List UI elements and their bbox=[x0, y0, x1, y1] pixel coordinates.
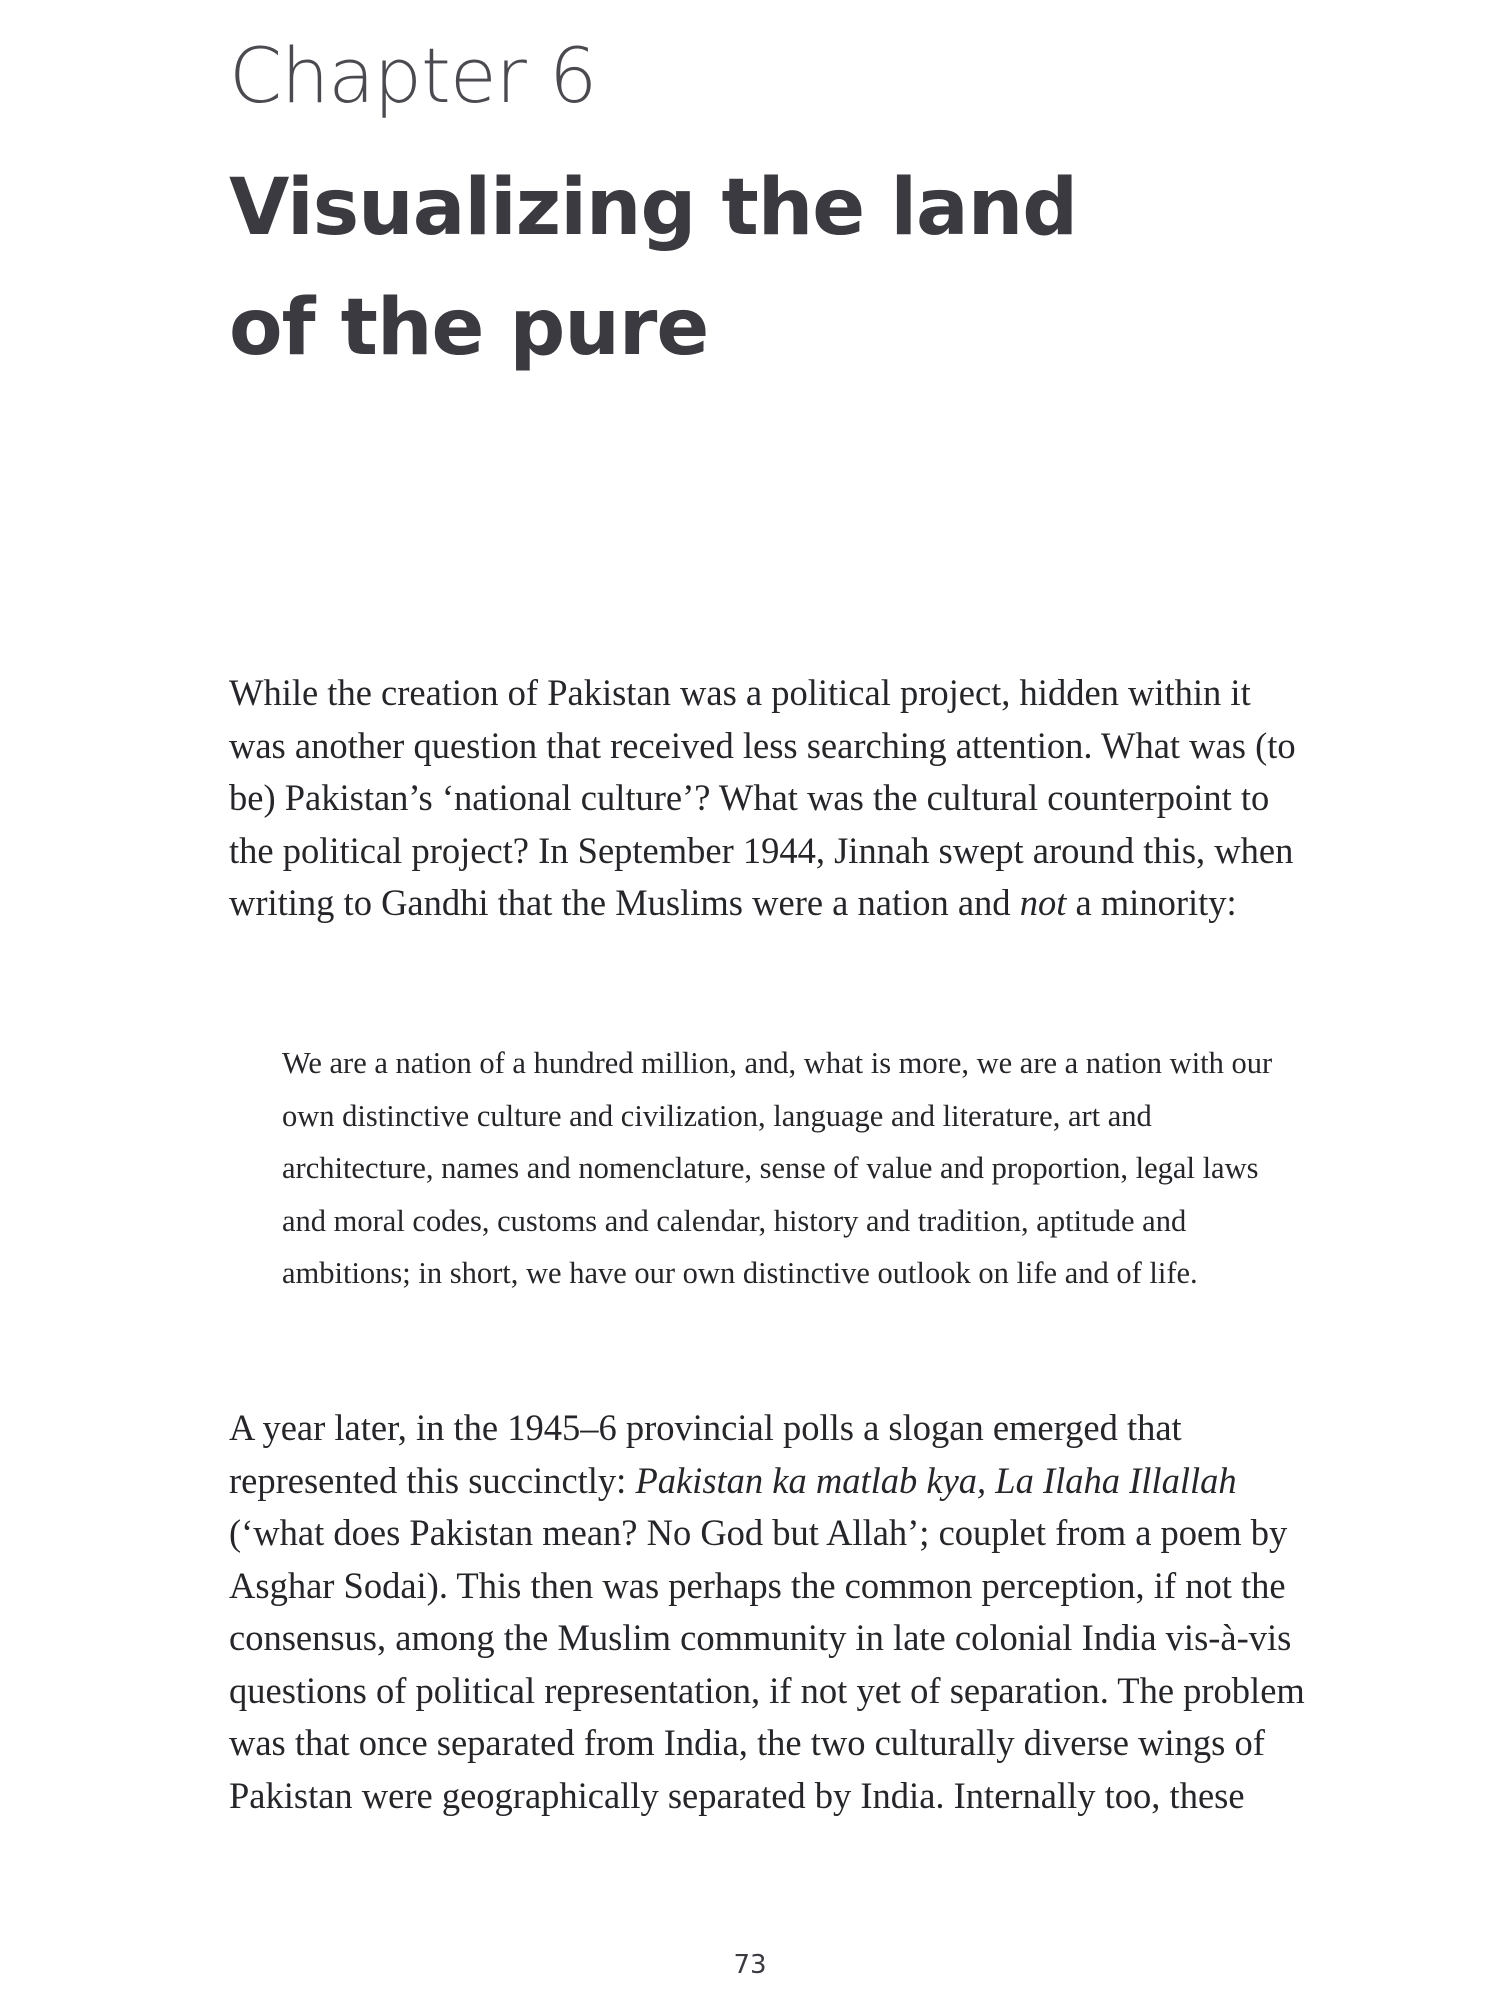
paragraph-text: While the creation of Pakistan was a political project, hidden within it was another question that received less searching attention. What was (to be) Pakistan’s ‘national culture’? What was the cultural counterpoint to the political project? In September 1944, Jinnah swept around this, when writing to Gandhi that the Muslims were a nation and bbox=[229, 672, 1296, 923]
block-quote: We are a nation of a hundred million, and, what is more, we are a nation with our own distinctive culture and civilization, language and literature, art and architecture, names and nomenclature, sense of value and proportion, legal laws and moral codes, customs and calendar, history and tradition, aptitude and ambitions; in short, we have our own distinctive outlook on life and of life. bbox=[282, 1046, 1273, 1290]
chapter-title-line-1: Visualizing the land bbox=[229, 163, 1078, 253]
chapter-title bbox=[229, 148, 1329, 388]
paragraph-text: a minority: bbox=[1066, 882, 1237, 923]
page-number: 73 bbox=[733, 1950, 767, 1980]
second-paragraph bbox=[229, 1402, 1309, 1822]
chapter-label: Chapter 6 bbox=[229, 31, 597, 120]
chapter-title-line-2: of the pure bbox=[229, 283, 709, 373]
slogan-italic: Pakistan ka matlab kya, La Ilaha Illallah bbox=[635, 1459, 1237, 1501]
emphasized-word: not bbox=[1019, 882, 1067, 923]
paragraph-text: (‘what does Pakistan mean? No God but Allah’; couplet from a poem by Asghar Sodai). This then was perhaps the common perception, if not the consensus, among the Muslim community in late colonial India vis-à-vis questions of political representation, if not yet of separation. The problem was that once separated from India, the two culturally diverse wings of Pakistan were geographically separated by India. Internally too, these bbox=[229, 1512, 1305, 1816]
opening-paragraph bbox=[229, 667, 1309, 930]
paragraph-text: A year later, in the 1945–6 provincial polls a slogan emerged that represented this succinctly: bbox=[229, 1407, 1182, 1501]
